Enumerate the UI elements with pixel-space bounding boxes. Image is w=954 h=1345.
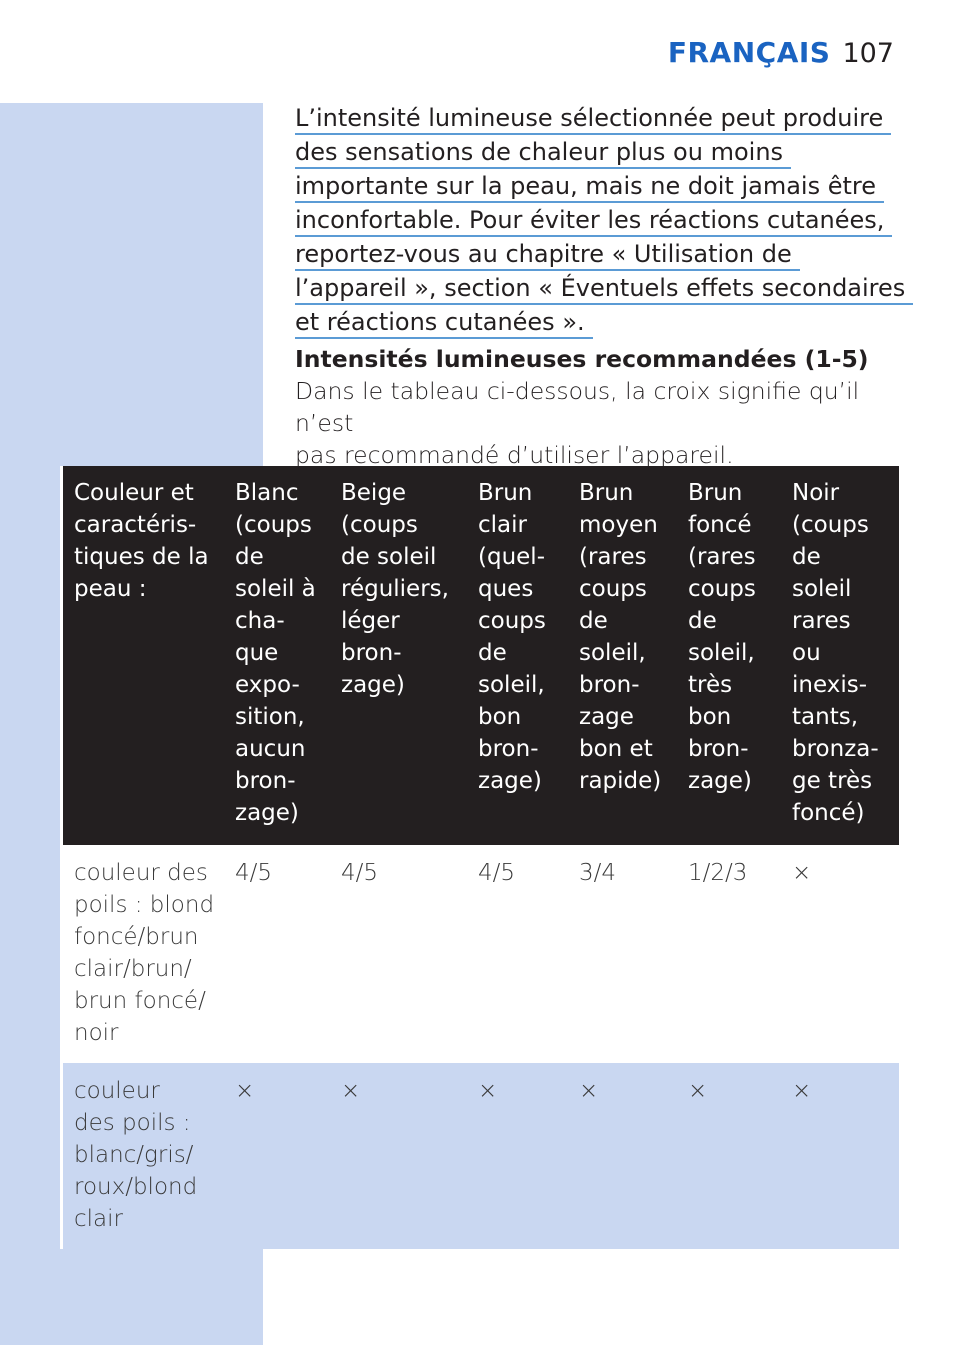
table-header-row [63,466,899,845]
section-title: Intensités lumineuses recommandées (1-5) [295,345,869,373]
header-line: Noir [792,480,840,506]
warning-line: inconfortable. Pour éviter les réactions cutanées, [295,205,892,237]
row-label-line: roux/blond [74,1174,198,1200]
header-line: de [688,608,717,634]
intensity-section [295,343,895,471]
section-body [295,375,895,471]
section-body-line: Dans le tableau ci-dessous, la croix signifie qu’il n’est [295,377,860,437]
header-line: Brun [478,480,533,506]
header-line: peau : [74,576,147,602]
header-line: coups [579,576,647,602]
header-line: réguliers, [341,576,449,602]
header-skin-type [330,466,467,845]
section-body-line: pas recommandé d’utiliser l’appareil. [295,441,734,469]
header-line: zage) [478,768,542,794]
header-line: caractéris- [74,512,197,538]
warning-line: reportez-vous au chapitre « Utilisation de [295,239,800,271]
header-line: Brun [579,480,634,506]
row-label-line: des poils : [74,1110,191,1136]
intensity-cell: × [478,1078,498,1104]
header-skin-type [568,466,677,845]
header-line: Blanc [235,480,299,506]
header-line: moyen [579,512,658,538]
row-label-line: brun foncé/ [74,988,206,1014]
header-line: ge très [792,768,873,794]
header-line: soleil, [579,640,646,666]
header-line: (coups [341,512,418,538]
header-line: inexis- [792,672,867,698]
row-label-line: couleur [74,1078,160,1104]
header-line: bron- [688,736,749,762]
header-line: (coups [235,512,312,538]
header-line: bon et [579,736,653,762]
row-label [63,845,224,1063]
row-label-line: couleur des [74,860,208,886]
table-row [63,1063,899,1249]
header-skin-type [781,466,899,845]
header-line: bron- [235,768,296,794]
header-line: léger [341,608,400,634]
intensity-cell: 3/4 [579,860,617,886]
intensity-cell: × [792,1078,812,1104]
header-line: ou [792,640,821,666]
header-line: de [235,544,264,570]
page-header [668,36,894,69]
header-line: tiques de la [74,544,209,570]
intensity-cell: × [688,1078,708,1104]
header-line: très [688,672,733,698]
header-line: (rares [579,544,647,570]
header-line: de [478,640,507,666]
page-number: 107 [842,38,894,69]
warning-line: l’appareil », section « Éventuels effets secondaires [295,273,913,305]
header-line: soleil [792,576,852,602]
intensity-cell: 4/5 [341,860,379,886]
header-line: soleil, [478,672,545,698]
header-line: de soleil [341,544,437,570]
header-line: Brun [688,480,743,506]
warning-text [295,103,906,341]
row-label-line: clair/brun/ [74,956,192,982]
header-line: bon [688,704,732,730]
header-line: aucun [235,736,306,762]
intensity-cell: × [341,1078,361,1104]
header-line: tants, [792,704,859,730]
header-line: rares [792,608,851,634]
header-line: bron- [341,640,402,666]
row-label-line: foncé/brun [74,924,199,950]
header-line: zage) [235,800,299,826]
header-line: bron- [579,672,640,698]
header-line: de [792,544,821,570]
header-line: Couleur et [74,480,194,506]
intensity-cell: 1/2/3 [688,860,748,886]
row-label-line: clair [74,1206,123,1232]
header-line: foncé [688,512,752,538]
row-label [63,1063,224,1249]
header-line: bronza- [792,736,879,762]
row-label-line: noir [74,1020,119,1046]
intensity-cell: 4/5 [478,860,516,886]
intensity-cell: × [579,1078,599,1104]
header-line: de [579,608,608,634]
row-label-line: blanc/gris/ [74,1142,194,1168]
header-line: soleil, [688,640,755,666]
language-label: FRANÇAIS [667,36,831,69]
header-line: coups [688,576,756,602]
header-line: zage) [688,768,752,794]
header-line: cha- [235,608,285,634]
warning-line: L’intensité lumineuse sélectionnée peut produire [295,103,891,135]
header-line: que [235,640,279,666]
header-line: rapide) [579,768,662,794]
header-line: expo- [235,672,300,698]
warning-line: des sensations de chaleur plus ou moins [295,137,791,169]
row-label-line: poils : blond [74,892,215,918]
header-skin-type [224,466,330,845]
header-skin-label [63,466,224,845]
header-line: foncé) [792,800,865,826]
header-line: bron- [478,736,539,762]
header-skin-type [467,466,568,845]
header-line: clair [478,512,527,538]
header-line: sition, [235,704,305,730]
header-line: coups [478,608,546,634]
header-line: zage) [341,672,405,698]
header-line: bon [478,704,522,730]
table-row [63,845,899,1063]
header-line: zage [579,704,634,730]
intensity-cell: 4/5 [235,860,273,886]
header-line: (rares [688,544,756,570]
header-line: (coups [792,512,869,538]
header-line: ques [478,576,534,602]
header-skin-type [677,466,781,845]
intensity-cell: × [792,860,812,886]
header-line: soleil à [235,576,316,602]
header-line: (quel- [478,544,545,570]
header-line: Beige [341,480,407,506]
intensity-table [60,466,899,1249]
intensity-cell: × [235,1078,255,1104]
warning-line: et réactions cutanées ». [295,307,593,339]
warning-line: importante sur la peau, mais ne doit jamais être [295,171,884,203]
